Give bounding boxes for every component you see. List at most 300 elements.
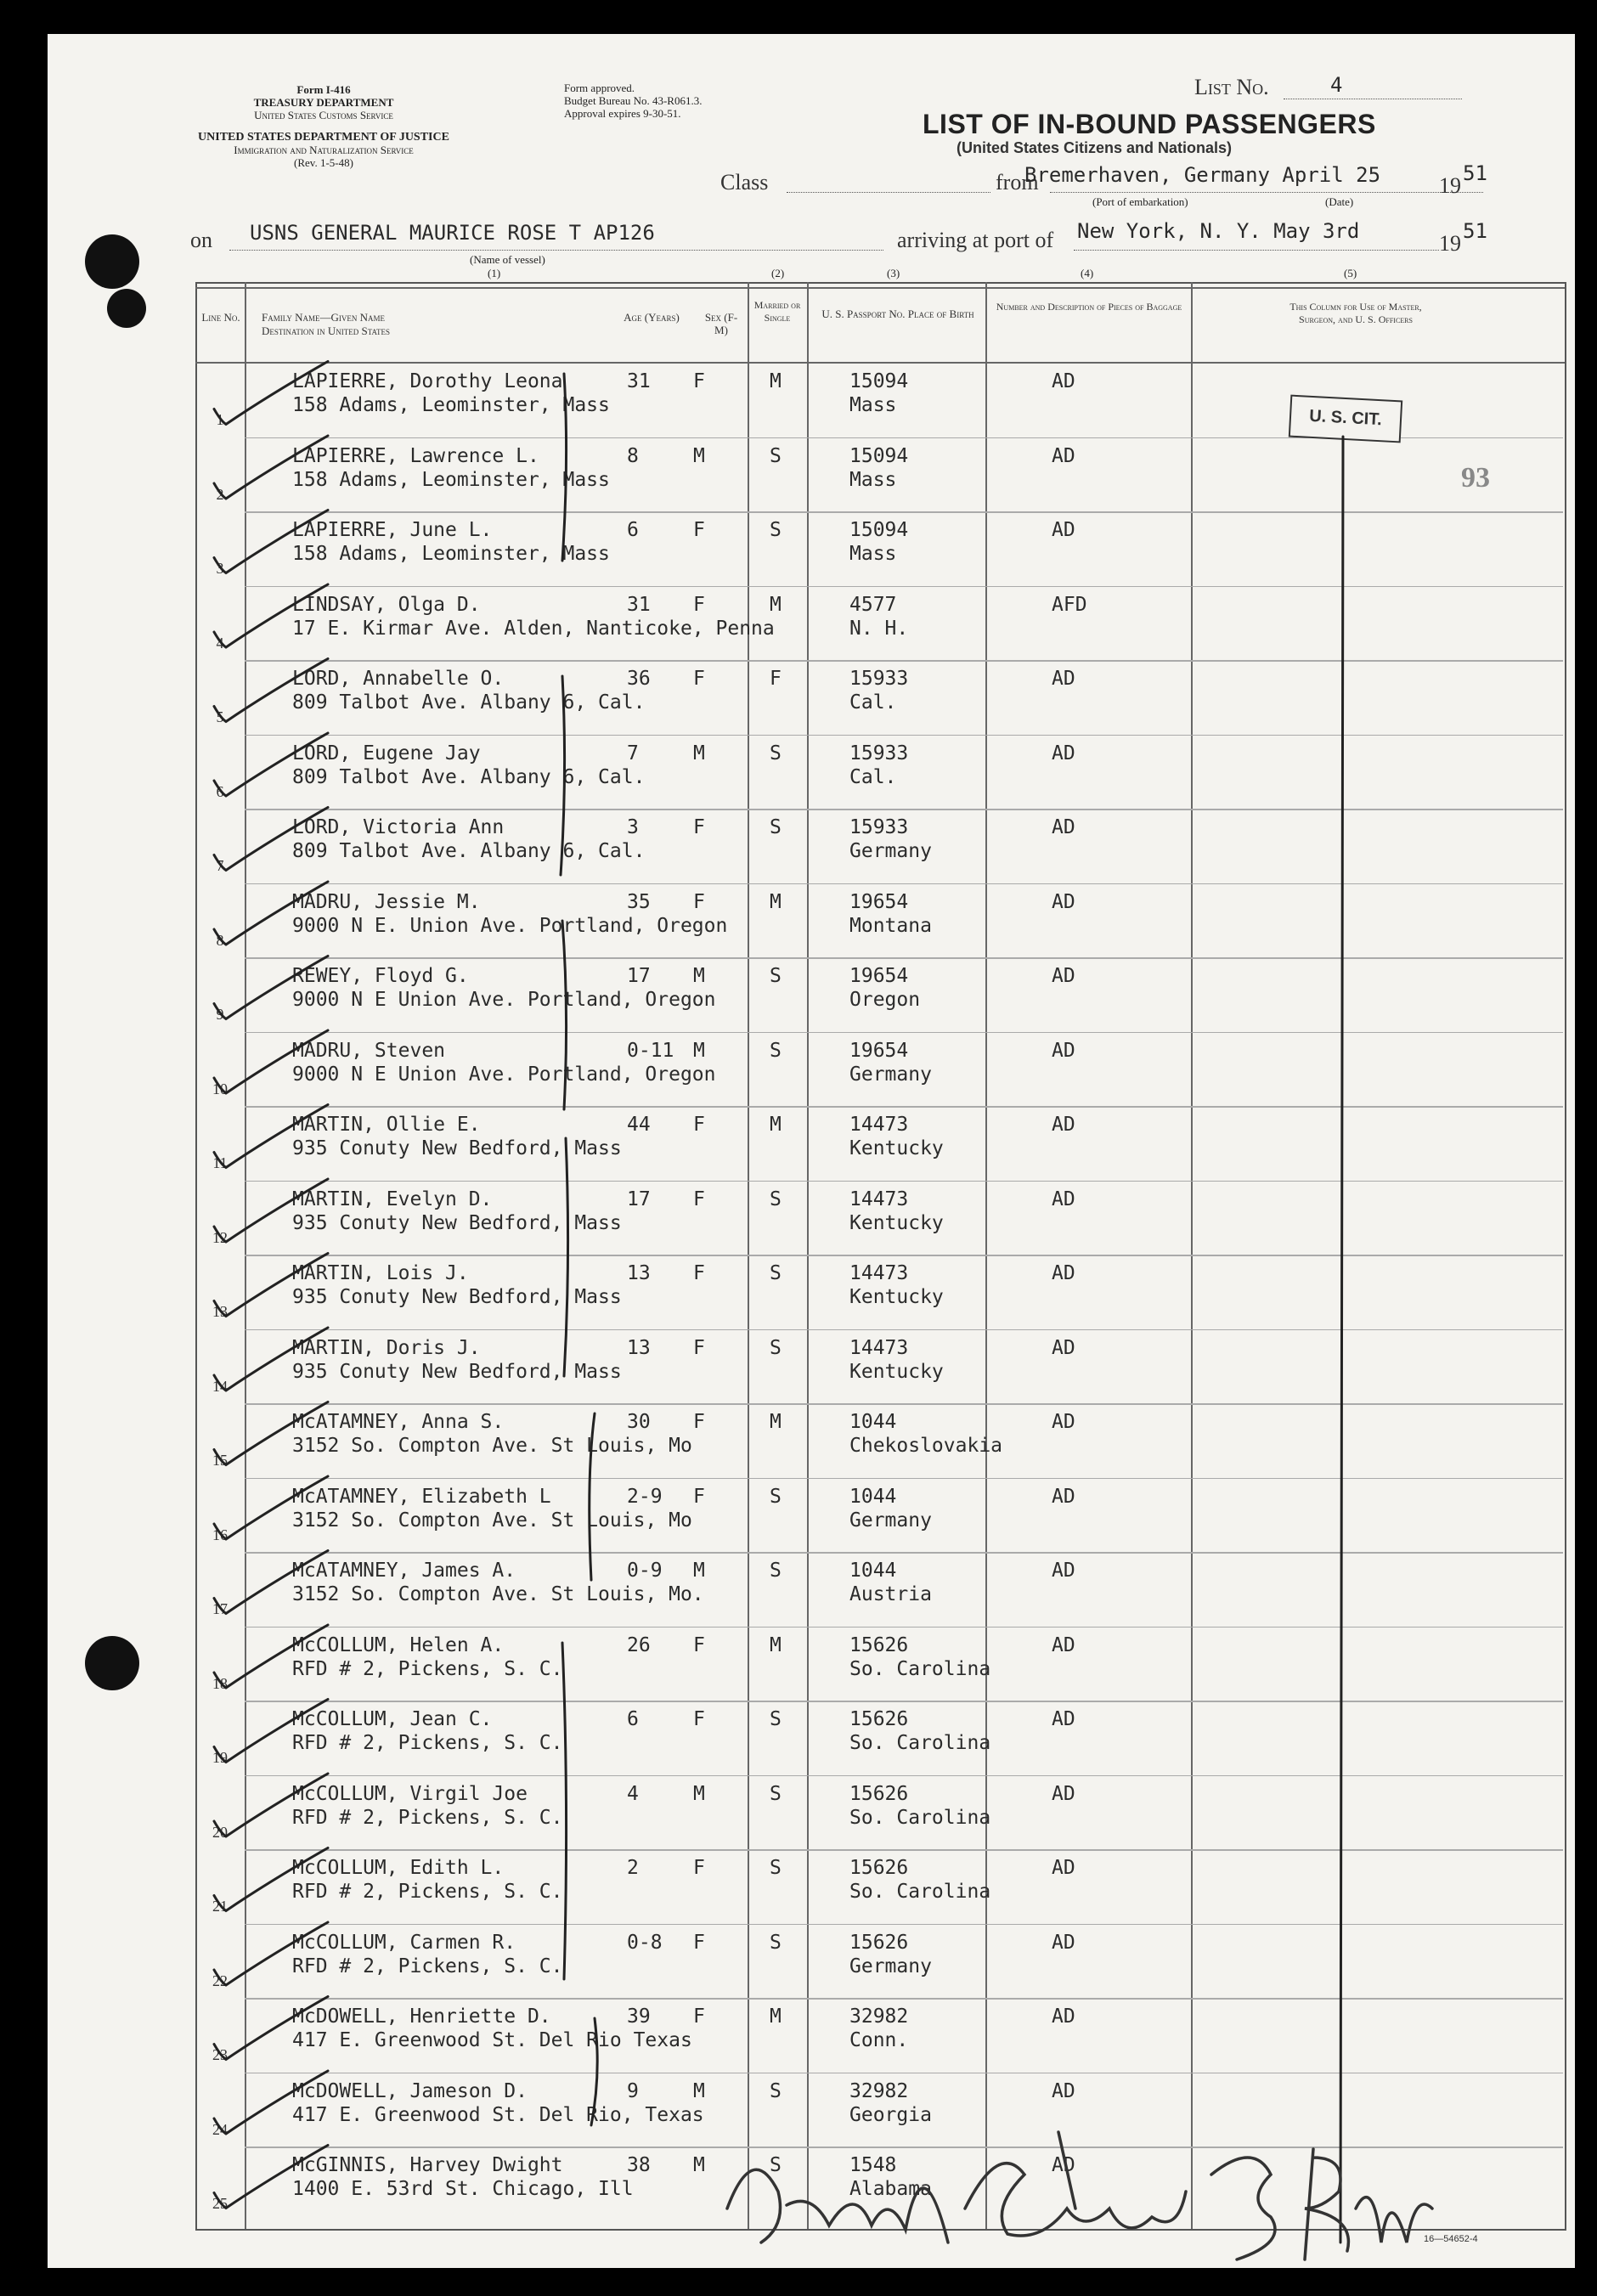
list-no-label: List No. (1194, 75, 1269, 99)
passenger-name: LORD, Eugene Jay (292, 742, 481, 764)
marital-status: M (770, 1633, 782, 1656)
form-service: United States Customs Service (254, 109, 393, 121)
baggage-description: AD (1052, 1633, 1075, 1656)
passport-number: 15933 (849, 668, 909, 690)
place-of-birth: Germany (849, 1063, 932, 1086)
sex-value: M (693, 2079, 705, 2102)
approval-line: Budget Bureau No. 43-R061.3. (564, 94, 703, 107)
age-value: 6 (627, 519, 639, 541)
bracket-lapierre (562, 374, 567, 561)
check-mark (214, 1922, 328, 1985)
class-label: Class (720, 170, 769, 195)
destination-address: 9000 N E Union Ave. Portland, Oregon (292, 989, 716, 1011)
place-of-birth: Kentucky (849, 1137, 944, 1159)
marital-status: S (770, 1708, 782, 1730)
destination-address: RFD # 2, Pickens, S. C. (292, 1955, 563, 1977)
line-number: 2 (216, 485, 224, 503)
col-header-age: Age (Years) (624, 311, 680, 324)
passport-number: 15094 (849, 370, 909, 392)
age-value: 0-11 (627, 1039, 674, 1062)
line-number: 7 (216, 857, 224, 874)
marital-status: S (770, 444, 782, 467)
marital-status: S (770, 1931, 782, 1954)
year2-suffix: 51 (1463, 219, 1487, 243)
sex-value: M (693, 1039, 705, 1062)
age-value: 35 (627, 890, 651, 913)
destination-address: 158 Adams, Leominster, Mass (292, 394, 610, 416)
destination-address: 9000 N E. Union Ave. Portland, Oregon (292, 914, 728, 937)
baggage-description: AD (1052, 2154, 1075, 2176)
year-prefix: 19 (1439, 173, 1461, 198)
sex-value: F (693, 1262, 705, 1284)
check-mark (214, 1551, 328, 1614)
sex-value: F (693, 593, 705, 616)
marital-status: M (770, 370, 782, 392)
from-label: from (996, 170, 1039, 195)
destination-address: 9000 N E Union Ave. Portland, Oregon (292, 1063, 716, 1086)
form-dept: TREASURY DEPARTMENT (253, 96, 394, 109)
baggage-description: AD (1052, 1336, 1075, 1359)
passport-number: 1548 (849, 2154, 897, 2176)
place-of-birth: Montana (849, 914, 932, 937)
marital-status: S (770, 742, 782, 764)
col-header-line-no: Line No. (201, 311, 240, 324)
col-number-5: (5) (1344, 267, 1357, 279)
destination-address: 809 Talbot Ave. Albany 6, Cal. (292, 840, 646, 862)
age-value: 30 (627, 1411, 651, 1433)
passenger-name: MADRU, Jessie M. (292, 890, 481, 913)
line-number: 18 (212, 1674, 228, 1692)
check-mark (214, 659, 328, 722)
col-header-name: Family Name—Given Name (262, 311, 385, 324)
baggage-description: AD (1052, 742, 1075, 764)
passenger-name: McCOLLUM, Virgil Joe (292, 1782, 528, 1805)
col-header-married: Married or Single (753, 299, 801, 324)
line-number: 16 (212, 1526, 228, 1543)
destination-address: 935 Conuty New Bedford, Mass (292, 1137, 622, 1159)
marital-status: F (770, 668, 782, 690)
check-mark (214, 1700, 328, 1763)
ins-title: Immigration and Naturalization Service (234, 144, 414, 156)
bracket-lord (561, 676, 565, 875)
list-no-value: 4 (1330, 73, 1343, 97)
line-number: 8 (216, 931, 224, 949)
passport-number: 15626 (849, 1633, 909, 1656)
passport-number: 15626 (849, 1708, 909, 1730)
baggage-description: AD (1052, 2079, 1075, 2102)
passenger-name: McCOLLUM, Edith L. (292, 1857, 505, 1879)
check-mark (214, 1254, 328, 1317)
inspector-signature (727, 2132, 1432, 2259)
marital-status: S (770, 965, 782, 987)
line-number: 24 (212, 2120, 228, 2138)
place-of-birth: Kentucky (849, 1360, 944, 1383)
baggage-description: AD (1052, 1187, 1075, 1210)
sex-value: F (693, 1857, 705, 1879)
date-caption: (Date) (1325, 195, 1354, 208)
line-number: 13 (212, 1303, 228, 1320)
rev-date: (Rev. 1-5-48) (294, 156, 353, 169)
age-value: 17 (627, 965, 651, 987)
passenger-name: MADRU, Steven (292, 1039, 446, 1062)
passport-number: 15626 (849, 1931, 909, 1954)
marital-status: S (770, 1187, 782, 1210)
bracket-martin (564, 1138, 568, 1376)
destination-address: 935 Conuty New Bedford, Mass (292, 1286, 622, 1308)
binder-hole (85, 1636, 139, 1690)
handwriting-overlay (48, 34, 1575, 2268)
doj-title: UNITED STATES DEPARTMENT OF JUSTICE (198, 131, 449, 144)
check-mark (214, 808, 328, 871)
year-suffix: 51 (1463, 161, 1487, 185)
age-value: 44 (627, 1114, 651, 1136)
age-value: 4 (627, 1782, 639, 1805)
col-number-1: (1) (488, 267, 501, 279)
place-of-birth: Austria (849, 1583, 932, 1605)
line-number: 21 (212, 1898, 228, 1915)
col-number-2: (2) (771, 267, 785, 279)
form-number: Form I-416 (296, 83, 351, 96)
passenger-name: McGINNIS, Harvey Dwight (292, 2154, 563, 2176)
check-mark (214, 1625, 328, 1688)
passport-number: 15626 (849, 1857, 909, 1879)
binder-hole (85, 234, 139, 289)
age-value: 13 (627, 1262, 651, 1284)
place-of-birth: So. Carolina (849, 1806, 991, 1829)
age-value: 6 (627, 1708, 639, 1730)
passenger-name: LORD, Annabelle O. (292, 668, 505, 690)
passport-number: 1044 (849, 1411, 897, 1433)
passenger-name: McATAMNEY, James A. (292, 1560, 516, 1582)
marital-status: M (770, 2005, 782, 2028)
place-of-birth: Mass (849, 394, 897, 416)
age-value: 13 (627, 1336, 651, 1359)
passport-number: 15094 (849, 519, 909, 541)
age-value: 8 (627, 444, 639, 467)
passport-number: 14473 (849, 1114, 909, 1136)
marital-status: S (770, 1039, 782, 1062)
sex-value: F (693, 1708, 705, 1730)
marital-status: M (770, 1411, 782, 1433)
line-number: 12 (212, 1228, 228, 1246)
line-number: 14 (212, 1377, 228, 1395)
baggage-description: AD (1052, 1485, 1075, 1508)
manifest-page (48, 34, 1575, 2268)
binder-hole-small (107, 289, 146, 328)
line-number: 15 (212, 1452, 228, 1469)
passport-number: 15933 (849, 742, 909, 764)
place-of-birth: Cal. (849, 691, 897, 714)
destination-address: 158 Adams, Leominster, Mass (292, 543, 610, 565)
marital-status: S (770, 1782, 782, 1805)
sex-value: F (693, 668, 705, 690)
bracket-madru (562, 921, 567, 1109)
passenger-name: McCOLLUM, Jean C. (292, 1708, 493, 1730)
passenger-name: McATAMNEY, Elizabeth L (292, 1485, 551, 1508)
line-number: 19 (212, 1749, 228, 1766)
passenger-name: LAPIERRE, Lawrence L. (292, 444, 539, 467)
passenger-name: LAPIERRE, Dorothy Leona (292, 370, 563, 392)
check-mark (214, 1105, 328, 1168)
age-value: 17 (627, 1187, 651, 1210)
age-value: 31 (627, 593, 651, 616)
passenger-name: McATAMNEY, Anna S. (292, 1411, 505, 1433)
sex-value: M (693, 965, 705, 987)
check-mark (214, 1030, 328, 1093)
sex-value: F (693, 1633, 705, 1656)
place-of-birth: So. Carolina (849, 1732, 991, 1754)
bracket-mcatamney (590, 1413, 595, 1580)
age-value: 2-9 (627, 1485, 663, 1508)
check-mark (214, 436, 328, 499)
passenger-name: McDOWELL, Jameson D. (292, 2079, 528, 2102)
sex-value: M (693, 742, 705, 764)
passenger-name: LAPIERRE, June L. (292, 519, 493, 541)
arriving-label: arriving at port of (897, 228, 1054, 252)
marital-status: M (770, 593, 782, 616)
age-value: 0-8 (627, 1931, 663, 1954)
line-number: 3 (216, 560, 224, 577)
place-of-birth: Georgia (849, 2103, 932, 2126)
destination-address: 1400 E. 53rd St. Chicago, Ill (292, 2178, 634, 2200)
port-embark-caption: (Port of embarkation) (1092, 195, 1188, 208)
age-value: 3 (627, 816, 639, 838)
passport-number: 19654 (849, 1039, 909, 1062)
age-value: 38 (627, 2154, 651, 2176)
destination-address: 17 E. Kirmar Ave. Alden, Nanticoke, Penna (292, 617, 775, 640)
line-number: 17 (212, 1600, 228, 1617)
sex-value: M (693, 1560, 705, 1582)
baggage-description: AD (1052, 965, 1075, 987)
passport-number: 4577 (849, 593, 897, 616)
age-value: 26 (627, 1633, 651, 1656)
line-number: 10 (212, 1080, 228, 1097)
approval-line: Form approved. (564, 82, 635, 94)
col-header-sex: Sex (F-M) (704, 311, 738, 336)
passport-number: 15626 (849, 1782, 909, 1805)
marital-status: S (770, 1857, 782, 1879)
check-mark (214, 1848, 328, 1911)
baggage-description: AD (1052, 1560, 1075, 1582)
line-number: 23 (212, 2046, 228, 2063)
passenger-name: REWEY, Floyd G. (292, 965, 469, 987)
sex-value: F (693, 1187, 705, 1210)
baggage-description: AD (1052, 1782, 1075, 1805)
baggage-description: AD (1052, 1114, 1075, 1136)
line-number: 9 (216, 1006, 224, 1023)
check-mark (214, 733, 328, 796)
check-mark (214, 2071, 328, 2134)
sex-value: F (693, 816, 705, 838)
passport-number: 15094 (849, 444, 909, 467)
baggage-description: AD (1052, 1708, 1075, 1730)
sex-value: F (693, 519, 705, 541)
sex-value: F (693, 1114, 705, 1136)
year-prefix-2: 19 (1439, 231, 1461, 256)
place-of-birth: Kentucky (849, 1211, 944, 1234)
marital-status: S (770, 2154, 782, 2176)
bracket-mcdowell (591, 2018, 597, 2125)
baggage-description: AD (1052, 1039, 1075, 1062)
col-header-destination: Destination in United States (262, 324, 391, 337)
sex-value: M (693, 444, 705, 467)
bracket-mccollum (562, 1643, 567, 1979)
baggage-description: AD (1052, 444, 1075, 467)
sex-value: F (693, 1411, 705, 1433)
check-mark (214, 1402, 328, 1465)
stamp-text: U. S. CIT. (1308, 406, 1383, 430)
destination-address: 935 Conuty New Bedford, Mass (292, 1211, 622, 1234)
destination-address: 158 Adams, Leominster, Mass (292, 468, 610, 491)
destination-address: RFD # 2, Pickens, S. C. (292, 1732, 563, 1754)
line-number: 22 (212, 1972, 228, 1989)
age-value: 39 (627, 2005, 651, 2028)
destination-address: RFD # 2, Pickens, S. C. (292, 1881, 563, 1903)
passport-number: 19654 (849, 890, 909, 913)
check-mark (214, 956, 328, 1019)
passport-number: 15933 (849, 816, 909, 838)
col-header-officers: This Column for Use of Master, Surgeon, and U. S. Officers (1289, 301, 1422, 325)
passport-number: 19654 (849, 965, 909, 987)
place-of-birth: So. Carolina (849, 1657, 991, 1680)
col-number-3: (3) (887, 267, 900, 279)
place-of-birth: Conn. (849, 2029, 909, 2051)
passport-number: 1044 (849, 1560, 897, 1582)
place-of-birth: Germany (849, 840, 932, 862)
check-mark (214, 584, 328, 647)
officer-column-line (1340, 437, 1343, 2242)
on-label: on (190, 228, 212, 252)
age-value: 7 (627, 742, 639, 764)
sex-value: F (693, 1336, 705, 1359)
destination-address: 417 E. Greenwood St. Del Rio, Texas (292, 2103, 704, 2126)
passenger-name: MARTIN, Evelyn D. (292, 1187, 493, 1210)
margin-note: 93 (1461, 462, 1490, 494)
destination-address: 3152 So. Compton Ave. St Louis, Mo. (292, 1583, 704, 1605)
check-mark (214, 511, 328, 573)
destination-address: RFD # 2, Pickens, S. C. (292, 1657, 563, 1680)
baggage-description: AD (1052, 1931, 1075, 1954)
age-value: 0-9 (627, 1560, 663, 1582)
place-of-birth: So. Carolina (849, 1881, 991, 1903)
marital-status: S (770, 1336, 782, 1359)
marital-status: S (770, 1485, 782, 1508)
line-number: 20 (212, 1823, 228, 1841)
destination-address: 809 Talbot Ave. Albany 6, Cal. (292, 765, 646, 788)
check-mark (214, 362, 328, 425)
passenger-name: MARTIN, Lois J. (292, 1262, 469, 1284)
age-value: 2 (627, 1857, 639, 1879)
passenger-name: LORD, Victoria Ann (292, 816, 505, 838)
line-number: 6 (216, 782, 224, 800)
page-subtitle: (United States Citizens and Nationals) (957, 139, 1233, 156)
marital-status: M (770, 1114, 782, 1136)
check-mark (214, 2146, 328, 2209)
destination-address: 3152 So. Compton Ave. St Louis, Mo (292, 1509, 692, 1532)
baggage-description: AFD (1052, 593, 1087, 616)
sex-value: M (693, 2154, 705, 2176)
passport-number: 14473 (849, 1262, 909, 1284)
sex-value: F (693, 1485, 705, 1508)
place-of-birth: Alabama (849, 2178, 932, 2200)
line-number: 1 (216, 411, 224, 428)
place-of-birth: Germany (849, 1955, 932, 1977)
footer-code: 16—54652-4 (1424, 2234, 1478, 2244)
marital-status: S (770, 2079, 782, 2102)
passport-number: 14473 (849, 1336, 909, 1359)
place-of-birth: Mass (849, 543, 897, 565)
passenger-name: MARTIN, Ollie E. (292, 1114, 481, 1136)
marital-status: S (770, 816, 782, 838)
from-value: Bremerhaven, Germany April 25 (1024, 163, 1381, 187)
check-mark (214, 1774, 328, 1836)
passport-number: 14473 (849, 1187, 909, 1210)
sex-value: F (693, 2005, 705, 2028)
marital-status: S (770, 1560, 782, 1582)
destination-address: RFD # 2, Pickens, S. C. (292, 1806, 563, 1829)
page-title: LIST OF IN-BOUND PASSENGERS (923, 109, 1376, 139)
line-number: 5 (216, 708, 224, 725)
passport-number: 1044 (849, 1485, 897, 1508)
check-mark (214, 1997, 328, 2060)
vessel-caption: (Name of vessel) (470, 253, 545, 266)
marital-status: M (770, 890, 782, 913)
age-value: 31 (627, 370, 651, 392)
passenger-name: McCOLLUM, Carmen R. (292, 1931, 516, 1954)
check-mark (214, 1476, 328, 1539)
destination-address: 809 Talbot Ave. Albany 6, Cal. (292, 691, 646, 714)
check-mark (214, 1179, 328, 1242)
line-number: 4 (216, 634, 224, 652)
destination-address: 3152 So. Compton Ave. St Louis, Mo (292, 1435, 692, 1457)
place-of-birth: Kentucky (849, 1286, 944, 1308)
place-of-birth: Mass (849, 468, 897, 491)
place-of-birth: Germany (849, 1509, 932, 1532)
line-number: 25 (212, 2195, 228, 2212)
baggage-description: AD (1052, 1411, 1075, 1433)
place-of-birth: Oregon (849, 989, 921, 1011)
place-of-birth: Chekoslovakia (849, 1435, 1003, 1457)
vessel-name: USNS GENERAL MAURICE ROSE T AP126 (250, 221, 655, 245)
passenger-name: McDOWELL, Henriette D. (292, 2005, 551, 2028)
baggage-description: AD (1052, 519, 1075, 541)
marital-status: S (770, 519, 782, 541)
col-header-baggage: Number and Description of Pieces of Baggage (996, 301, 1182, 313)
marital-status: S (770, 1262, 782, 1284)
passport-number: 32982 (849, 2079, 909, 2102)
check-mark (214, 882, 328, 945)
place-of-birth: N. H. (849, 617, 909, 640)
sex-value: M (693, 1782, 705, 1805)
passport-number: 32982 (849, 2005, 909, 2028)
passenger-name: MARTIN, Doris J. (292, 1336, 481, 1359)
col-header-passport: U. S. Passport No. Place of Birth (821, 307, 974, 320)
passenger-name: McCOLLUM, Helen A. (292, 1633, 505, 1656)
baggage-description: AD (1052, 816, 1075, 838)
sex-value: F (693, 370, 705, 392)
approval-line: Approval expires 9-30-51. (564, 107, 681, 120)
sex-value: F (693, 1931, 705, 1954)
place-of-birth: Cal. (849, 765, 897, 788)
arriving-value: New York, N. Y. May 3rd (1077, 219, 1360, 243)
baggage-description: AD (1052, 668, 1075, 690)
age-value: 9 (627, 2079, 639, 2102)
age-value: 36 (627, 668, 651, 690)
line-number: 11 (212, 1154, 228, 1171)
baggage-description: AD (1052, 890, 1075, 913)
sex-value: F (693, 890, 705, 913)
baggage-description: AD (1052, 1262, 1075, 1284)
